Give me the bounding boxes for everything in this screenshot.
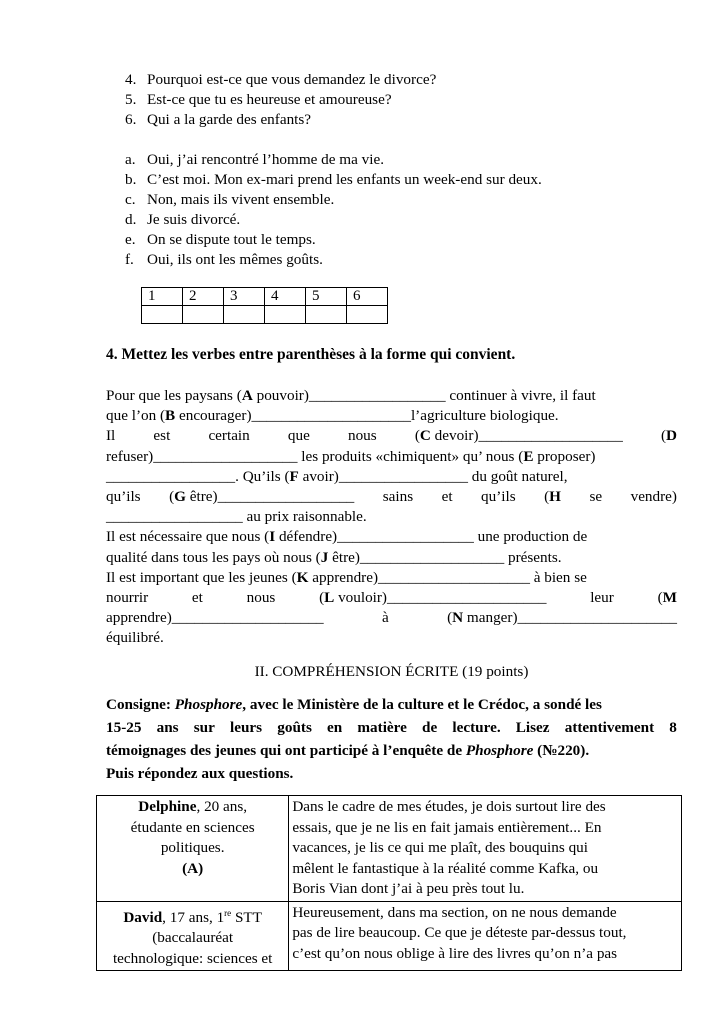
ex4-line: nourrir et nous (L vouloir)_____________________ leur (M bbox=[106, 588, 677, 606]
grid-answer-cell[interactable] bbox=[265, 306, 306, 324]
testimony-text: Heureusement, dans ma section, on ne nous demande pas de lire beaucoup. Ce que je déteste par-dessus tout, c’est qu’on nous oblige à lire des livres qu’on n’a pas bbox=[289, 901, 682, 971]
ex4-line: que l’on (B encourager)_____________________l’agriculture biologique. bbox=[106, 407, 559, 425]
answer-e: e. On se dispute tout le temps. bbox=[125, 231, 316, 248]
consigne-line: témoignages des jeunes qui ont participé à l’enquête de Phosphore (№220). bbox=[106, 742, 590, 759]
question-4: 4. Pourquoi est-ce que vous demandez le divorce? bbox=[125, 71, 437, 88]
question-6: 6. Qui a la garde des enfants? bbox=[125, 111, 312, 128]
grid-header-cell: 3 bbox=[224, 288, 265, 306]
grid-answer-row bbox=[142, 306, 388, 324]
exercise-4-text bbox=[106, 386, 677, 648]
testimony-text: Dans le cadre de mes études, je dois surtout lire des essais, que je ne lis en fait jamais entièrement... En vacances, je lis ce qui me plaît, des bouquins qui mêlent le fantastique à la réalité comme Kafka, ou Boris Vian dont j’ai à peu près tout lu. bbox=[289, 796, 682, 902]
ex4-line: Il est important que les jeunes (K apprendre)____________________ à bien se bbox=[106, 568, 587, 586]
grid-header-cell: 1 bbox=[142, 288, 183, 306]
ex4-line: Pour que les paysans (A pouvoir)__________________ continuer à vivre, il faut bbox=[106, 387, 596, 404]
grid-answer-cell[interactable] bbox=[306, 306, 347, 324]
grid-answer-cell[interactable] bbox=[183, 306, 224, 324]
grid-answer-cell[interactable] bbox=[142, 306, 183, 324]
grid-header-cell: 4 bbox=[265, 288, 306, 306]
consigne-line: 15-25 ans sur leurs goûts en matière de lecture. Lisez attentivement 8 bbox=[106, 719, 677, 736]
testimonies-table bbox=[96, 795, 682, 971]
answer-c: c. Non, mais ils vivent ensemble. bbox=[125, 191, 335, 208]
question-5: 5. Est-ce que tu es heureuse et amoureuse? bbox=[125, 91, 392, 108]
testimony-row bbox=[97, 796, 682, 902]
grid-header-row bbox=[142, 288, 388, 306]
section-2-title: II. COMPRÉHENSION ÉCRITE (19 points) bbox=[254, 663, 529, 680]
exercise-4-title: 4. Mettez les verbes entre parenthèses à la forme qui convient. bbox=[106, 346, 516, 363]
ex4-line: apprendre)____________________ à (N manger)_____________________ bbox=[106, 609, 677, 627]
testimony-author: David, 17 ans, 1re STT (baccalauréat technologique: sciences et bbox=[97, 901, 289, 971]
answer-b: b. C’est moi. Mon ex-mari prend les enfants un week-end sur deux. bbox=[125, 171, 542, 188]
answer-a: a. Oui, j’ai rencontré l’homme de ma vie. bbox=[125, 151, 385, 168]
ex4-line: équilibré. bbox=[106, 629, 164, 647]
consigne bbox=[106, 693, 677, 785]
grid-header-cell: 5 bbox=[306, 288, 347, 306]
answer-d: d. Je suis divorcé. bbox=[125, 211, 241, 228]
ex4-line: __________________ au prix raisonnable. bbox=[106, 508, 367, 526]
consigne-line: Puis répondez aux questions. bbox=[106, 765, 294, 782]
testimony-author: Delphine, 20 ans, étudante en sciences politiques. (A) bbox=[97, 796, 289, 902]
answer-f: f. Oui, ils ont les mêmes goûts. bbox=[125, 251, 323, 268]
matching-grid bbox=[141, 287, 388, 324]
testimony-row bbox=[97, 901, 682, 971]
ex4-line: qu’ils (G être)__________________ sains et qu’ils (H se vendre) bbox=[106, 487, 677, 505]
consigne-line: Consigne: Phosphore, avec le Ministère de la culture et le Crédoc, a sondé les bbox=[106, 696, 602, 713]
ex4-line: qualité dans tous les pays où nous (J être)___________________ présents. bbox=[106, 548, 562, 566]
ex4-line: Il est certain que nous (C devoir)___________________ (D bbox=[106, 427, 677, 445]
grid-header-cell: 6 bbox=[347, 288, 388, 306]
grid-answer-cell[interactable] bbox=[347, 306, 388, 324]
grid-answer-cell[interactable] bbox=[224, 306, 265, 324]
ex4-line: _________________. Qu’ils (F avoir)_________________ du goût naturel, bbox=[106, 467, 568, 485]
ex4-line: refuser)___________________ les produits «chimiquent» qu’ nous (E proposer) bbox=[106, 447, 596, 465]
ex4-line: Il est nécessaire que nous (I défendre)__________________ une production de bbox=[106, 528, 588, 546]
grid-header-cell: 2 bbox=[183, 288, 224, 306]
